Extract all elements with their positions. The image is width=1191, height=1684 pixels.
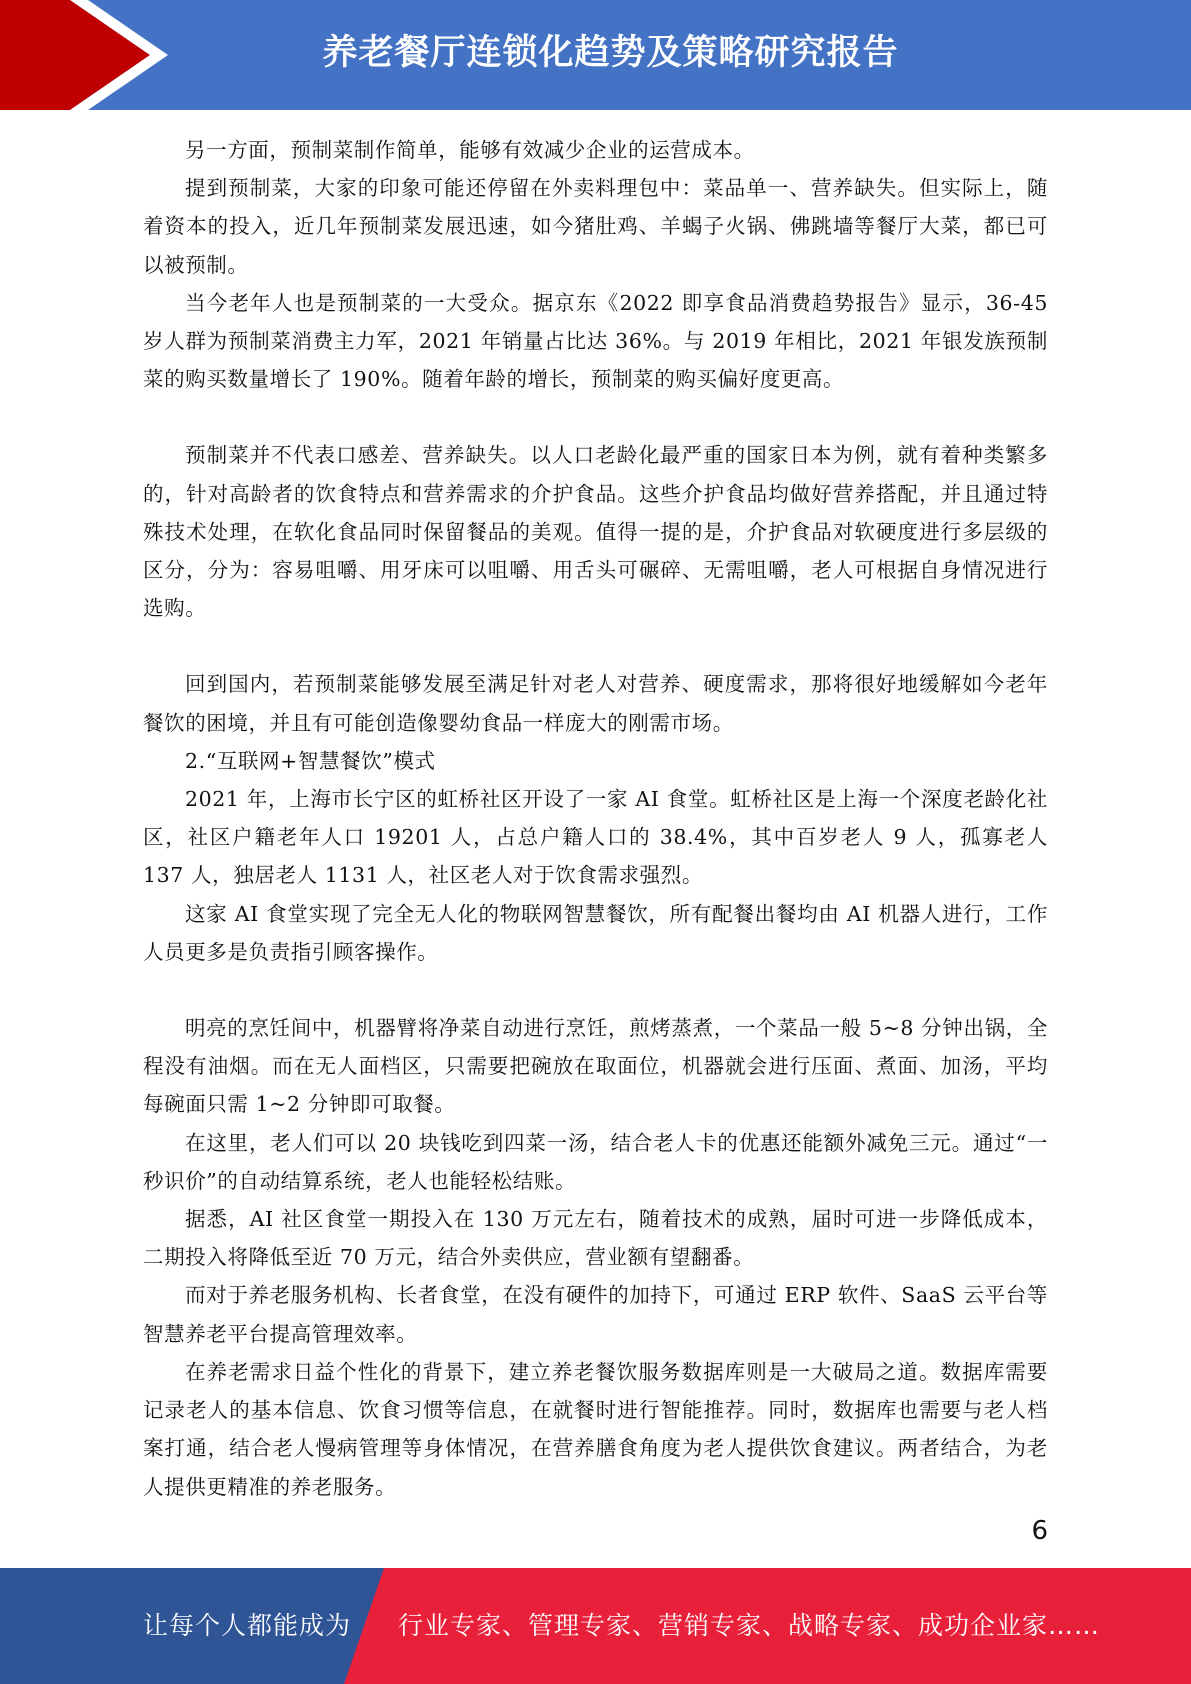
paragraph: 明亮的烹饪间中，机器臂将净菜自动进行烹饪，煎烤蒸煮，一个菜品一般 5~8 分钟出锅，全程没有油烟。而在无人面档区，只需要把碗放在取面位，机器就会进行压面、煮面、加汤，平均每碗面只需 1~2 分钟即可取餐。: [143, 1016, 1048, 1117]
paragraph: 另一方面，预制菜制作简单，能够有效减少企业的运营成本。: [185, 138, 755, 162]
page-footer: [0, 1568, 1191, 1684]
paragraph: 当今老年人也是预制菜的一大受众。据京东《2022 即享食品消费趋势报告》显示，36-45 岁人群为预制菜消费主力军，2021 年销量占比达 36%。与 2019 年相比，2021 年银发族预制菜的购买数量增长了 190%。随着年龄的增长，预制菜的购买偏好度更高。: [143, 290, 1048, 392]
page-number: 6: [1031, 1516, 1048, 1546]
report-title: 养老餐厅连锁化趋势及策略研究报告: [322, 33, 899, 73]
paragraph: 2021 年，上海市长宁区的虹桥社区开设了一家 AI 食堂。虹桥社区是上海一个深度老龄化社区，社区户籍老年人口 19201 人，占总户籍人口的 38.4%，其中百岁老人 9 人，孤寡老人 137 人，独居老人 1131 人，社区老人对于饮食需求强烈。: [143, 787, 1048, 888]
section-heading: 2.“互联网+智慧餐饮”模式: [185, 748, 436, 773]
paragraph-spacer: [143, 398, 1048, 436]
body-content: [143, 131, 1048, 1506]
paragraph: 在这里，老人们可以 20 块钱吃到四菜一汤，结合老人卡的优惠还能额外减免三元。通过“一秒识价”的自动结算系统，老人也能轻松结账。: [143, 1130, 1048, 1193]
paragraph: 而对于养老服务机构、长者食堂，在没有硬件的加持下，可通过 ERP 软件、SaaS 云平台等智慧养老平台提高管理效率。: [143, 1283, 1048, 1346]
paragraph-spacer: [143, 627, 1048, 665]
paragraph: 提到预制菜，大家的印象可能还停留在外卖料理包中：菜品单一、营养缺失。但实际上，随着资本的投入，近几年预制菜发展迅速，如今猪肚鸡、羊蝎子火锅、佛跳墙等餐厅大菜，都已可以被预制。: [143, 176, 1048, 277]
paragraph: 在养老需求日益个性化的背景下，建立养老餐饮服务数据库则是一大破局之道。数据库需要记录老人的基本信息、饮食习惯等信息，在就餐时进行智能推荐。同时，数据库也需要与老人档案打通，结合老人慢病管理等身体情况，在营养膳食角度为老人提供饮食建议。两者结合，为老人提供更精准的养老服务。: [143, 1359, 1048, 1499]
footer-slogan-left: 让每个人都能成为: [143, 1611, 352, 1640]
paragraph: 预制菜并不代表口感差、营养缺失。以人口老龄化最严重的国家日本为例，就有着种类繁多的，针对高龄者的饮食特点和营养需求的介护食品。这些介护食品均做好营养搭配，并且通过特殊技术处理，在软化食品同时保留餐品的美观。值得一提的是，介护食品对软硬度进行多层级的区分，分为：容易咀嚼、用牙床可以咀嚼、用舌头可碾碎、无需咀嚼，老人可根据自身情况进行选购。: [143, 443, 1048, 621]
paragraph: 据悉，AI 社区食堂一期投入在 130 万元左右，随着技术的成熟，届时可进一步降低成本，二期投入将降低至近 70 万元，结合外卖供应，营业额有望翻番。: [143, 1207, 1048, 1270]
paragraph: 这家 AI 食堂实现了完全无人化的物联网智慧餐饮，所有配餐出餐均由 AI 机器人进行，工作人员更多是负责指引顾客操作。: [143, 901, 1048, 964]
paragraph-spacer: [143, 971, 1048, 1009]
footer-slogan-right: 行业专家、管理专家、营销专家、战略专家、成功企业家……: [398, 1611, 1101, 1640]
page-header: [0, 0, 1191, 110]
paragraph: 回到国内，若预制菜能够发展至满足针对老人对营养、硬度需求，那将很好地缓解如今老年餐饮的困境，并且有可能创造像婴幼食品一样庞大的刚需市场。: [143, 672, 1048, 735]
